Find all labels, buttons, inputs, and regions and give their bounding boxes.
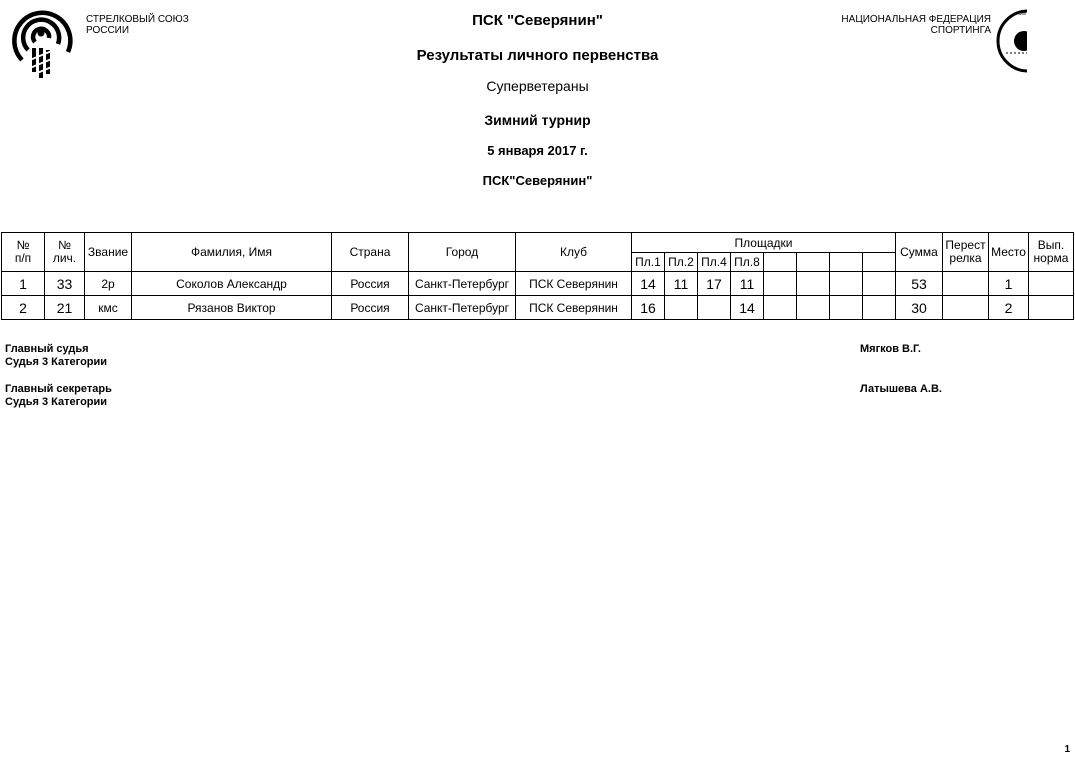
- cell-empty: [863, 272, 896, 296]
- tournament-date: 5 января 2017 г.: [487, 143, 588, 158]
- cell-name: Соколов Александр: [132, 272, 332, 296]
- col-header-name: Фамилия, Имя: [132, 233, 332, 272]
- cell-range2: [665, 296, 698, 320]
- cell-empty: [830, 296, 863, 320]
- cell-range4: [698, 296, 731, 320]
- cell-norm: [1029, 272, 1074, 296]
- range-header: Пл.4: [698, 253, 731, 272]
- range-header-empty: [830, 253, 863, 272]
- table-row: [2, 296, 1074, 320]
- cell-country: Россия: [332, 272, 409, 296]
- chief-secretary-title: Главный секретарь: [5, 383, 112, 395]
- cell-sum: 53: [896, 272, 943, 296]
- col-header-place: Место: [989, 233, 1029, 272]
- page-number: 1: [1064, 744, 1070, 755]
- cell-empty: [863, 296, 896, 320]
- col-header-city: Город: [409, 233, 516, 272]
- cell-range8: 11: [731, 272, 764, 296]
- cell-empty: [797, 272, 830, 296]
- chief-secretary-name: Латышева А.В.: [860, 383, 942, 395]
- cell-sum: 30: [896, 296, 943, 320]
- right-org-line2: СПОРТИНГА: [930, 25, 991, 36]
- cell-club: ПСК Северянин: [516, 272, 632, 296]
- col-header-club: Клуб: [516, 233, 632, 272]
- results-table: [1, 232, 1074, 320]
- tournament-name: Зимний турнир: [484, 112, 591, 128]
- svg-text:ОМ: ОМ: [1018, 11, 1027, 17]
- cell-shootoff: [943, 296, 989, 320]
- cell-club: ПСК Северянин: [516, 296, 632, 320]
- cell-empty: [797, 296, 830, 320]
- col-header-personal-no: № лич.: [45, 233, 85, 272]
- cell-norm: [1029, 296, 1074, 320]
- left-org-line1: СТРЕЛКОВЫЙ СОЮЗ: [86, 14, 189, 25]
- chief-judge-name: Мягков В.Г.: [860, 343, 921, 355]
- cell-place: 2: [989, 296, 1029, 320]
- col-header-country: Страна: [332, 233, 409, 272]
- cell-range4: 17: [698, 272, 731, 296]
- cell-range8: 14: [731, 296, 764, 320]
- range-header-empty: [797, 253, 830, 272]
- club-heading: ПСК "Северянин": [472, 12, 603, 29]
- cell-no: 1: [2, 272, 45, 296]
- venue-label: ПСК"Северянин": [482, 173, 593, 188]
- cell-rank: кмс: [85, 296, 132, 320]
- page-title: Результаты личного первенства: [416, 47, 659, 64]
- col-header-shootoff: Перест релка: [943, 233, 989, 272]
- cell-range1: 14: [632, 272, 665, 296]
- right-org-line1: НАЦИОНАЛЬНАЯ ФЕДЕРАЦИЯ: [841, 14, 991, 25]
- cell-personal-no: 33: [45, 272, 85, 296]
- chief-secretary-block: [5, 383, 112, 409]
- col-header-rank: Звание: [85, 233, 132, 272]
- left-org-line2: РОССИИ: [86, 25, 130, 36]
- table-row: [2, 272, 1074, 296]
- cell-rank: 2р: [85, 272, 132, 296]
- range-header: Пл.2: [665, 253, 698, 272]
- cell-empty: [764, 272, 797, 296]
- cell-empty: [764, 296, 797, 320]
- category-label: Суперветераны: [486, 78, 589, 94]
- range-header-empty: [764, 253, 797, 272]
- cell-range1: 16: [632, 296, 665, 320]
- cell-shootoff: [943, 272, 989, 296]
- chief-secretary-category: Судья 3 Категории: [5, 396, 108, 408]
- cell-no: 2: [2, 296, 45, 320]
- range-header: Пл.1: [632, 253, 665, 272]
- range-header: Пл.8: [731, 253, 764, 272]
- cell-range2: 11: [665, 272, 698, 296]
- chief-judge-category: Судья 3 Категории: [5, 356, 108, 368]
- chief-judge-title: Главный судья: [5, 343, 89, 355]
- range-header-empty: [863, 253, 896, 272]
- cell-name: Рязанов Виктор: [132, 296, 332, 320]
- cell-empty: [830, 272, 863, 296]
- cell-place: 1: [989, 272, 1029, 296]
- chief-judge-block: [5, 343, 107, 369]
- cell-city: Санкт-Петербург: [409, 272, 516, 296]
- col-header-ranges: Площадки: [632, 233, 896, 253]
- cell-country: Россия: [332, 296, 409, 320]
- cell-city: Санкт-Петербург: [409, 296, 516, 320]
- col-header-no: № п/п: [2, 233, 45, 272]
- col-header-sum: Сумма: [896, 233, 943, 272]
- col-header-norm: Вып. норма: [1029, 233, 1074, 272]
- cell-personal-no: 21: [45, 296, 85, 320]
